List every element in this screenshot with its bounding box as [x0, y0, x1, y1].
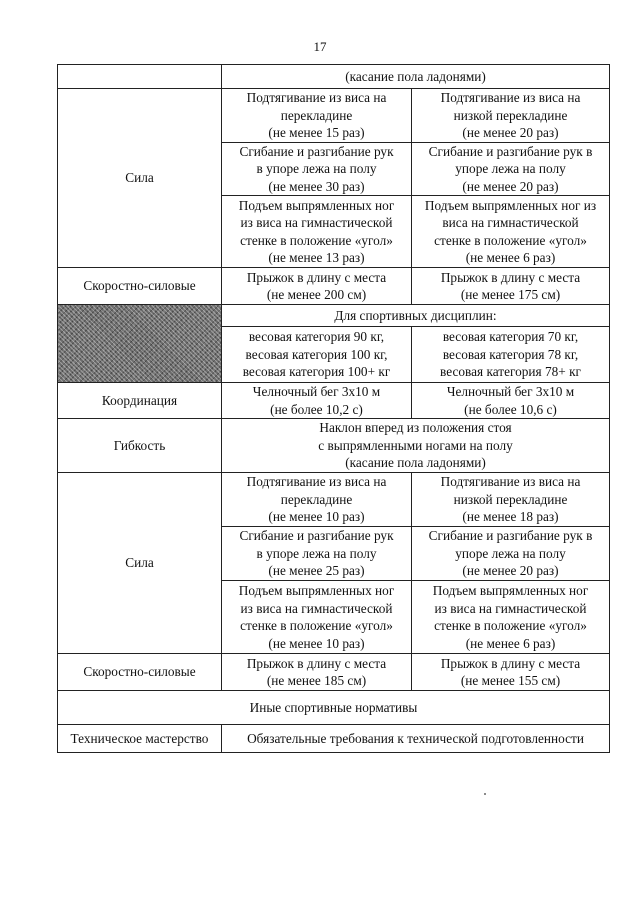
table-cell-merged: Наклон вперед из положения стоя с выпрямленными ногами на полу (касание пола ладонями): [222, 419, 610, 473]
hatched-cell: [58, 305, 222, 383]
table-cell: Сгибание и разгибание рук в упоре лежа на полу (не менее 20 раз): [412, 142, 610, 196]
table-cell: Прыжок в длину с места (не менее 200 см): [222, 268, 412, 305]
table-row: [58, 383, 610, 419]
table-cell: Прыжок в длину с места (не менее 155 см): [412, 654, 610, 691]
table-cell-merged: Для спортивных дисциплин:: [222, 305, 610, 327]
category-cell-coordination: Координация: [58, 383, 222, 419]
scan-speck: [484, 793, 486, 795]
table-cell: Прыжок в длину с места (не менее 185 см): [222, 654, 412, 691]
table-cell: Подъем выпрямленных ног из виса на гимнастической стенке в положение «угол» (не менее 6 раз): [412, 196, 610, 268]
table-cell-merged: (касание пола ладонями): [222, 65, 610, 89]
table-cell: Сгибание и разгибание рук в упоре лежа на полу (не менее 25 раз): [222, 527, 412, 581]
category-cell-strength: Сила: [58, 473, 222, 654]
table-cell: Сгибание и разгибание рук в упоре лежа на полу (не менее 30 раз): [222, 142, 412, 196]
category-cell-flexibility: Гибкость: [58, 419, 222, 473]
table-cell: Челночный бег 3x10 м (не более 10,2 с): [222, 383, 412, 419]
table-cell: [58, 65, 222, 89]
table-cell: Подъем выпрямленных ног из виса на гимнастической стенке в положение «угол» (не менее 6 раз): [412, 581, 610, 654]
page-number: 17: [313, 39, 327, 54]
category-cell-speed-strength: Скоростно-силовые: [58, 268, 222, 305]
table-cell: Подтягивание из виса на низкой перекладине (не менее 20 раз): [412, 89, 610, 143]
table-row: [58, 65, 610, 89]
table-row: [58, 89, 610, 143]
category-cell-strength: Сила: [58, 89, 222, 268]
table-cell-merged: Обязательные требования к технической подготовленности: [222, 725, 610, 753]
table-cell: Подъем выпрямленных ног из виса на гимнастической стенке в положение «угол» (не менее 13 раз): [222, 196, 412, 268]
section-heading-cell: Иные спортивные нормативы: [58, 691, 610, 725]
table-row: [58, 691, 610, 725]
table-row: [58, 268, 610, 305]
table-cell: весовая категория 90 кг, весовая категория 100 кг, весовая категория 100+ кг: [222, 327, 412, 383]
table-row: [58, 419, 610, 473]
table-row: [58, 654, 610, 691]
table-row: [58, 305, 610, 327]
category-cell-speed-strength: Скоростно-силовые: [58, 654, 222, 691]
table-row: [58, 473, 610, 527]
table-cell: Сгибание и разгибание рук в упоре лежа на полу (не менее 20 раз): [412, 527, 610, 581]
table-cell: Прыжок в длину с места (не менее 175 см): [412, 268, 610, 305]
table-cell: Подтягивание из виса на перекладине (не менее 15 раз): [222, 89, 412, 143]
table-cell: Подъем выпрямленных ног из виса на гимнастической стенке в положение «угол» (не менее 10 раз): [222, 581, 412, 654]
table-cell: весовая категория 70 кг, весовая категория 78 кг, весовая категория 78+ кг: [412, 327, 610, 383]
table-cell: Подтягивание из виса на низкой перекладине (не менее 18 раз): [412, 473, 610, 527]
table-cell: Подтягивание из виса на перекладине (не менее 10 раз): [222, 473, 412, 527]
table-row: [58, 725, 610, 753]
standards-table: [57, 64, 610, 753]
category-cell-technical: Техническое мастерство: [58, 725, 222, 753]
table-cell: Челночный бег 3x10 м (не более 10,6 с): [412, 383, 610, 419]
